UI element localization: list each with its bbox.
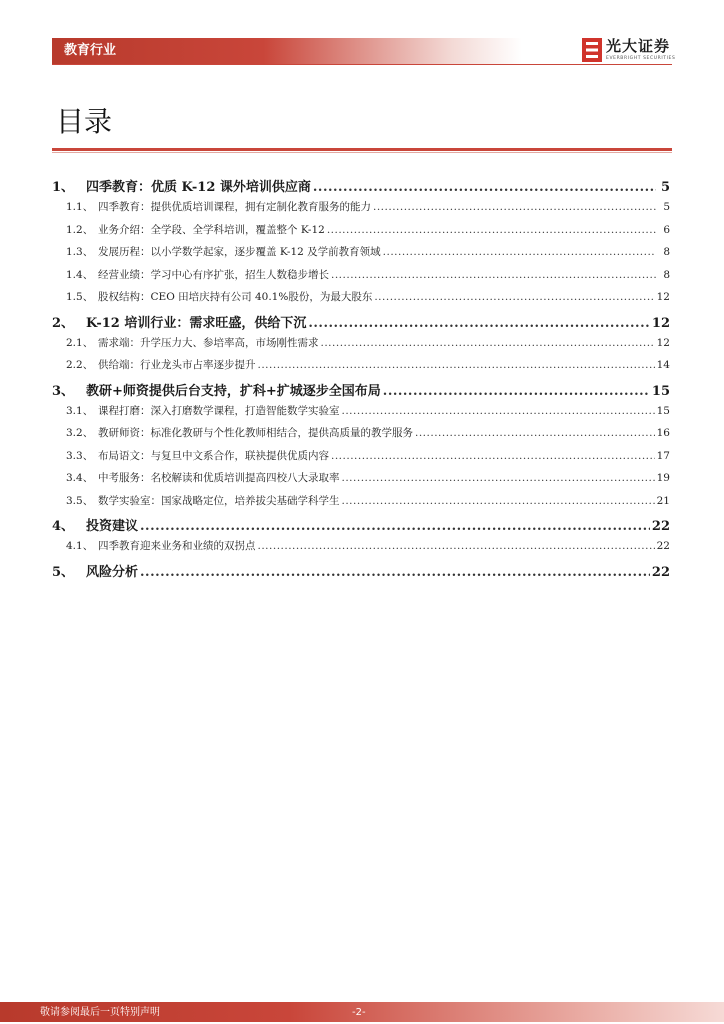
toc-entry-title: 教研+师资提供后台支持，扩科+扩城逐步全国布局 xyxy=(86,383,381,399)
toc-entry-number: 3.4、 xyxy=(66,472,94,484)
title-divider-thin xyxy=(52,152,672,153)
toc-leader-dots xyxy=(374,291,654,303)
toc-entry-section[interactable] xyxy=(52,199,670,222)
toc-entry-title: 课程打磨：深入打磨数学课程，打造智能数学实验室 xyxy=(98,404,340,417)
toc-entry-page: 22 xyxy=(651,564,670,580)
toc-entry-title: 四季教育迎来业务和业绩的双拐点 xyxy=(98,540,256,552)
toc-leader-dots xyxy=(308,316,650,331)
table-of-contents xyxy=(52,176,670,584)
toc-entry-number: 3.3、 xyxy=(66,449,94,462)
toc-entry-page: 12 xyxy=(656,291,670,303)
toc-entry-page: 14 xyxy=(656,359,670,371)
brand-logo xyxy=(582,36,674,66)
toc-entry-section[interactable] xyxy=(52,403,670,426)
toc-entry-section[interactable] xyxy=(52,425,670,448)
page-title: 目录 xyxy=(56,105,113,138)
toc-entry-title: 四季教育：提供优质培训课程，拥有定制化教育服务的能力 xyxy=(98,201,371,213)
toc-entry-section[interactable] xyxy=(52,244,670,267)
brand-name-en: EVERBRIGHT SECURITIES xyxy=(606,56,676,61)
toc-entry-section[interactable] xyxy=(52,538,670,561)
toc-leader-dots xyxy=(342,472,655,484)
toc-entry-page: 6 xyxy=(663,223,670,236)
toc-entry-chapter[interactable] xyxy=(52,176,670,199)
toc-leader-dots xyxy=(415,427,655,439)
toc-entry-number: 4、 xyxy=(52,519,75,534)
toc-entry-title: 风险分析 xyxy=(86,564,139,580)
toc-leader-dots xyxy=(383,246,656,258)
toc-leader-dots xyxy=(342,495,655,507)
toc-entry-number: 1.2、 xyxy=(66,223,94,236)
section-label: 教育行业 xyxy=(64,43,117,58)
page-number: -2- xyxy=(352,1007,366,1018)
toc-leader-dots xyxy=(331,450,655,462)
toc-leader-dots xyxy=(258,359,655,371)
toc-entry-title: 四季教育：优质 K-12 课外培训供应商 xyxy=(86,180,311,195)
toc-entry-section[interactable] xyxy=(52,470,670,493)
toc-entry-number: 2、 xyxy=(52,315,75,331)
toc-entry-chapter[interactable] xyxy=(52,312,670,335)
toc-entry-title: 业务介绍：全学段、全学科培训，覆盖整个 K-12 xyxy=(98,223,325,236)
toc-entry-chapter[interactable] xyxy=(52,515,670,538)
toc-entry-number: 1.5、 xyxy=(66,291,94,303)
toc-entry-page: 12 xyxy=(656,336,670,349)
toc-entry-title: 股权结构：CEO 田培庆持有公司 40.1%股份，为最大股东 xyxy=(98,291,373,303)
disclaimer-note: 敬请参阅最后一页特别声明 xyxy=(40,1007,160,1018)
toc-entry-title: 需求端：升学压力大、参培率高，市场刚性需求 xyxy=(98,336,319,349)
toc-entry-number: 2.1、 xyxy=(66,336,94,349)
toc-entry-number: 2.2、 xyxy=(66,359,94,371)
toc-entry-page: 19 xyxy=(656,472,670,484)
toc-entry-page: 8 xyxy=(663,246,670,258)
toc-entry-title: 教研师资：标准化教研与个性化教师相结合，提供高质量的教学服务 xyxy=(98,427,413,439)
toc-entry-chapter[interactable] xyxy=(52,380,670,403)
toc-leader-dots xyxy=(327,224,656,236)
header-band xyxy=(52,38,522,64)
brand-name: 光大证券 xyxy=(606,37,671,55)
toc-entry-page: 12 xyxy=(651,315,670,331)
toc-entry-number: 4.1、 xyxy=(66,540,94,552)
toc-leader-dots xyxy=(140,565,650,580)
toc-entry-number: 3.1、 xyxy=(66,404,94,417)
toc-entry-section[interactable] xyxy=(52,222,670,245)
toc-entry-page: 15 xyxy=(651,383,670,399)
toc-leader-dots xyxy=(321,337,655,349)
toc-entry-page: 22 xyxy=(651,519,670,534)
toc-entry-page: 16 xyxy=(656,427,670,439)
toc-entry-page: 21 xyxy=(656,494,670,507)
toc-entry-page: 5 xyxy=(663,201,670,213)
title-divider xyxy=(52,148,672,151)
toc-entry-number: 5、 xyxy=(52,564,75,580)
toc-entry-number: 3、 xyxy=(52,383,75,399)
toc-leader-dots xyxy=(313,180,656,195)
toc-entry-chapter[interactable] xyxy=(52,561,670,584)
toc-entry-section[interactable] xyxy=(52,267,670,290)
toc-entry-number: 3.2、 xyxy=(66,427,94,439)
toc-entry-section[interactable] xyxy=(52,448,670,471)
toc-entry-title: 数学实验室：国家战略定位，培养拔尖基础学科学生 xyxy=(98,494,340,507)
toc-entry-number: 1.4、 xyxy=(66,268,94,281)
toc-entry-section[interactable] xyxy=(52,357,670,380)
toc-entry-title: 供给端：行业龙头市占率逐步提升 xyxy=(98,359,256,371)
toc-entry-page: 17 xyxy=(656,449,670,462)
toc-leader-dots xyxy=(331,269,656,281)
toc-leader-dots xyxy=(140,519,650,534)
toc-entry-number: 1.1、 xyxy=(66,201,94,213)
toc-entry-title: 发展历程：以小学数学起家，逐步覆盖 K-12 及学前教育领域 xyxy=(98,246,381,258)
toc-entry-page: 8 xyxy=(663,268,670,281)
toc-entry-title: 中考服务：名校解读和优质培训提高四校八大录取率 xyxy=(98,472,340,484)
toc-leader-dots xyxy=(342,405,655,417)
toc-entry-section[interactable] xyxy=(52,493,670,516)
toc-entry-page: 22 xyxy=(656,540,670,552)
toc-entry-title: 布局语文：与复旦中文系合作，联袂提供优质内容 xyxy=(98,449,329,462)
toc-entry-section[interactable] xyxy=(52,289,670,312)
toc-entry-title: 经营业绩：学习中心有序扩张，招生人数稳步增长 xyxy=(98,268,329,281)
toc-leader-dots xyxy=(373,201,656,213)
toc-leader-dots xyxy=(383,384,650,399)
toc-entry-title: K-12 培训行业：需求旺盛，供给下沉 xyxy=(86,315,307,331)
header-divider xyxy=(52,64,672,65)
toc-entry-section[interactable] xyxy=(52,335,670,358)
toc-entry-number: 1、 xyxy=(52,180,75,195)
toc-leader-dots xyxy=(258,540,655,552)
toc-entry-number: 3.5、 xyxy=(66,494,94,507)
brand-mark-icon xyxy=(582,38,602,62)
toc-entry-page: 5 xyxy=(660,180,670,195)
toc-entry-page: 15 xyxy=(656,404,670,417)
toc-entry-title: 投资建议 xyxy=(86,519,139,534)
toc-entry-number: 1.3、 xyxy=(66,246,94,258)
